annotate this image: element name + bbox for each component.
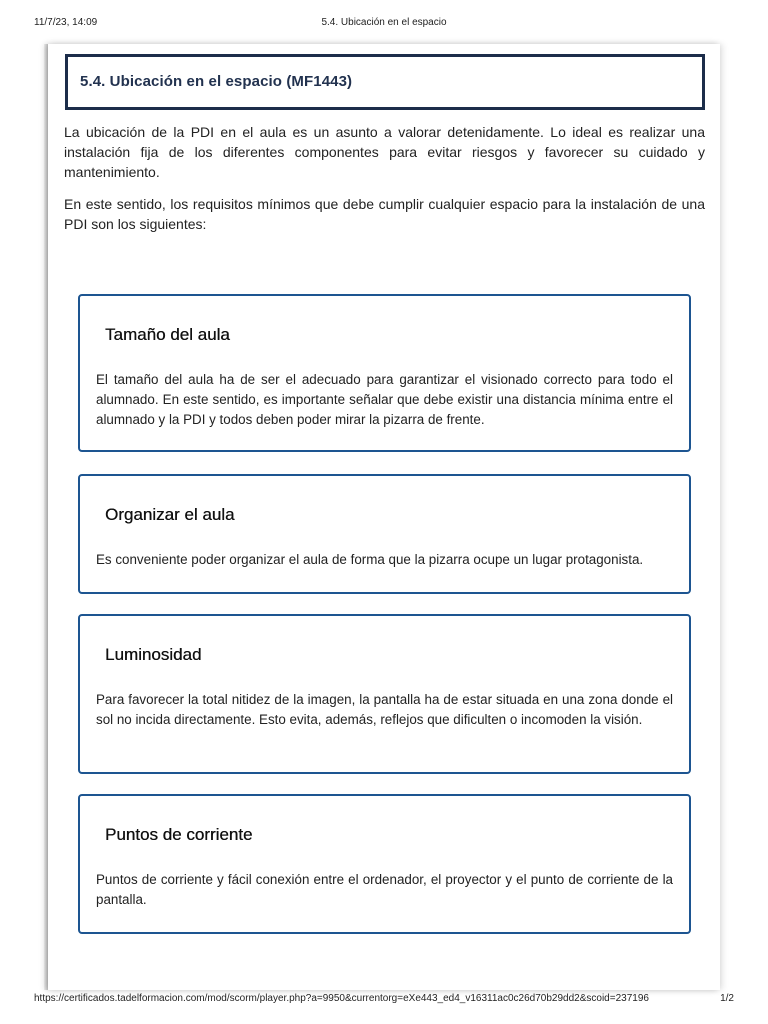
card-heading: Puntos de corriente bbox=[105, 825, 253, 844]
card-heading: Tamaño del aula bbox=[105, 325, 230, 344]
card-heading: Organizar el aula bbox=[105, 505, 235, 524]
card-text: Es conveniente poder organizar el aula de forma que la pizarra ocupe un lugar protagonista. bbox=[96, 552, 644, 567]
print-page-number: 1/2 bbox=[720, 993, 734, 1004]
card-heading: Luminosidad bbox=[105, 645, 202, 664]
print-page-title: 5.4. Ubicación en el espacio bbox=[321, 17, 447, 28]
print-header bbox=[34, 17, 734, 31]
requirement-card-organize-classroom bbox=[78, 474, 691, 594]
print-datetime: 11/7/23, 14:09 bbox=[34, 17, 98, 28]
card-text: Para favorecer la total nitidez de la imagen, la pantalla ha de estar situada en una zona donde el sol no incida directamente. Esto evita, además, reflejos que dificulten o incomoden la visión. bbox=[96, 692, 673, 727]
card-text: Puntos de corriente y fácil conexión entre el ordenador, el proyector y el punto de corriente de la pantalla. bbox=[96, 872, 673, 907]
card-text: El tamaño del aula ha de ser el adecuado para garantizar el visionado correcto para todo el alumnado. En este sentido, es importante señalar que debe existir una distancia mínima entre el alumnado y la PDI y todos deben poder mirar la pizarra de frente. bbox=[96, 372, 673, 427]
intro-paragraph: La ubicación de la PDI en el aula es un asunto a valorar detenidamente. Lo ideal es realizar una instalación fija de los diferentes componentes para evitar riesgos y favorecer su cuidado y mantenimiento. bbox=[64, 124, 705, 180]
content-page bbox=[48, 44, 720, 990]
requirement-card-classroom-size bbox=[78, 294, 691, 452]
print-url: https://certificados.tadelformacion.com/mod/scorm/player.php?a=9950&currentorg=eXe443_ed4_v16311ac0c26d70b29dd2&scoid=237196 bbox=[34, 993, 649, 1004]
intro-paragraph: En este sentido, los requisitos mínimos que debe cumplir cualquier espacio para la instalación de una PDI son los siguientes: bbox=[64, 196, 705, 232]
print-footer bbox=[34, 993, 734, 1007]
section-title-box bbox=[65, 54, 705, 110]
requirement-card-lighting bbox=[78, 614, 691, 774]
section-title: 5.4. Ubicación en el espacio (MF1443) bbox=[80, 73, 353, 90]
requirement-card-power-outlets bbox=[78, 794, 691, 934]
